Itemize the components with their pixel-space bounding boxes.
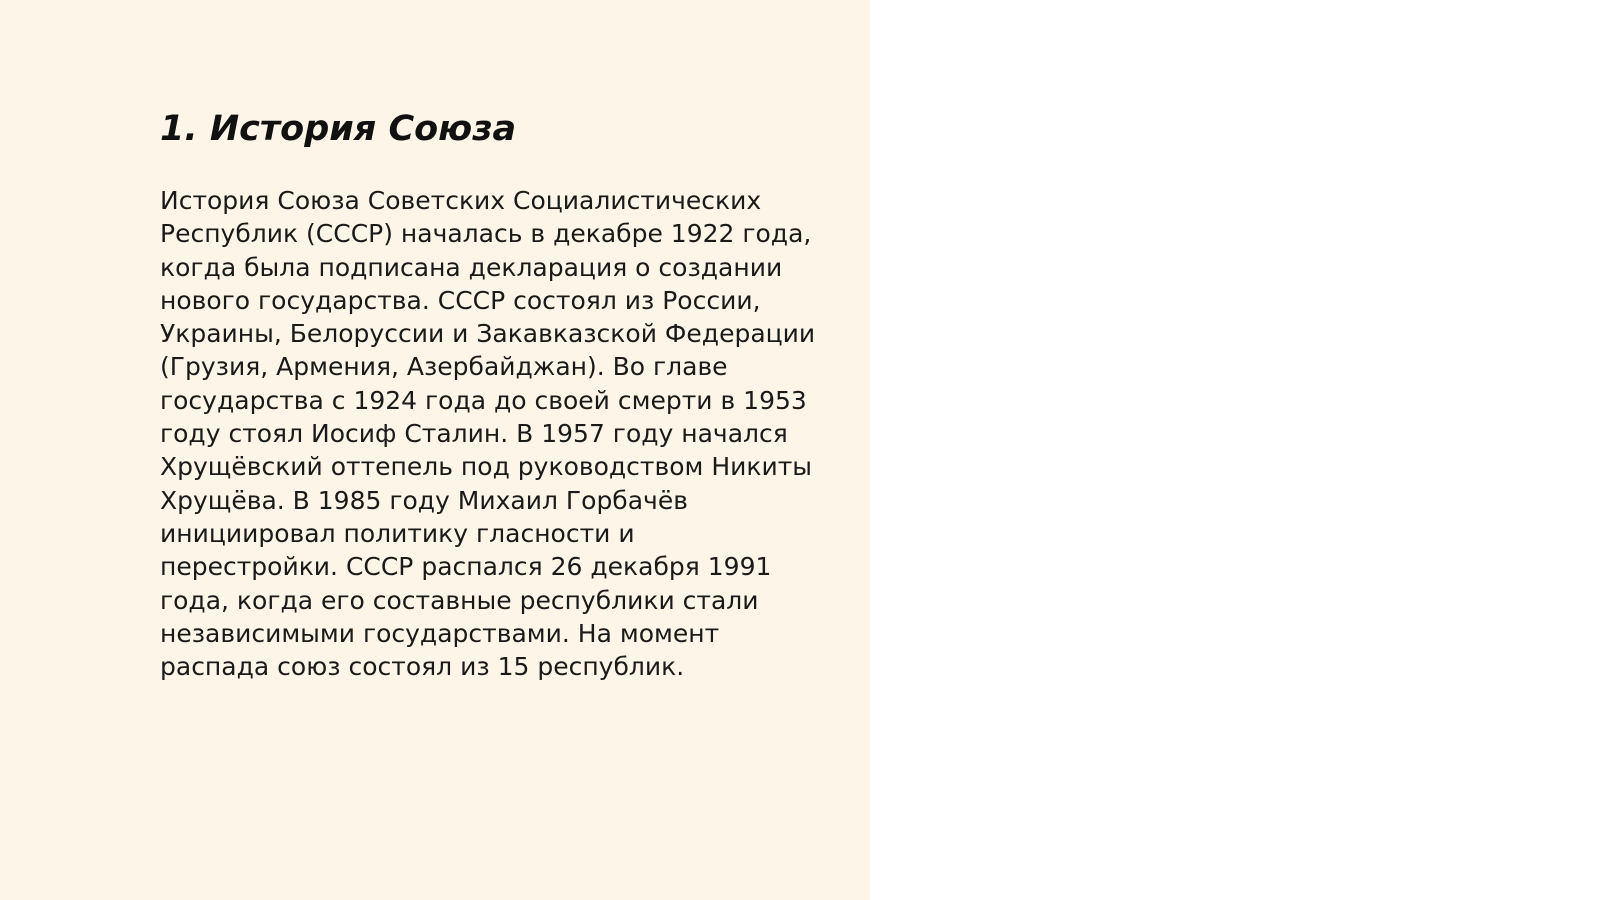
- body-line: Хрущёвский оттепель под руководством Никиты: [160, 452, 813, 482]
- body-line: История Союза Советских Социалистических: [160, 186, 762, 215]
- body-line: независимыми государствами. На момент: [160, 618, 720, 648]
- slide-title: 1. История Союза: [160, 109, 517, 149]
- body-line: года, когда его составные республики стали: [160, 585, 759, 615]
- body-line: перестройки. СССР распался 26 декабря 1991: [160, 552, 772, 582]
- body-line: распада союз состоял из 15 республик.: [160, 652, 685, 682]
- body-line: Республик (СССР) началась в декабре 1922 года,: [160, 219, 812, 249]
- body-line: нового государства. СССР состоял из России,: [160, 285, 761, 315]
- body-line: когда была подписана декларация о создании: [160, 252, 783, 282]
- right-blank-panel: [870, 0, 1600, 900]
- body-line: году стоял Иосиф Сталин. В 1957 году начался: [160, 419, 788, 449]
- body-line: Украины, Белоруссии и Закавказской Федерации: [160, 319, 816, 349]
- body-line: государства с 1924 года до своей смерти в 1953: [160, 385, 807, 415]
- slide-body-text: [160, 184, 860, 683]
- body-line: Хрущёва. В 1985 году Михаил Горбачёв: [160, 485, 688, 515]
- body-line: (Грузия, Армения, Азербайджан). Во главе: [160, 352, 728, 382]
- body-line: инициировал политику гласности и: [160, 518, 635, 548]
